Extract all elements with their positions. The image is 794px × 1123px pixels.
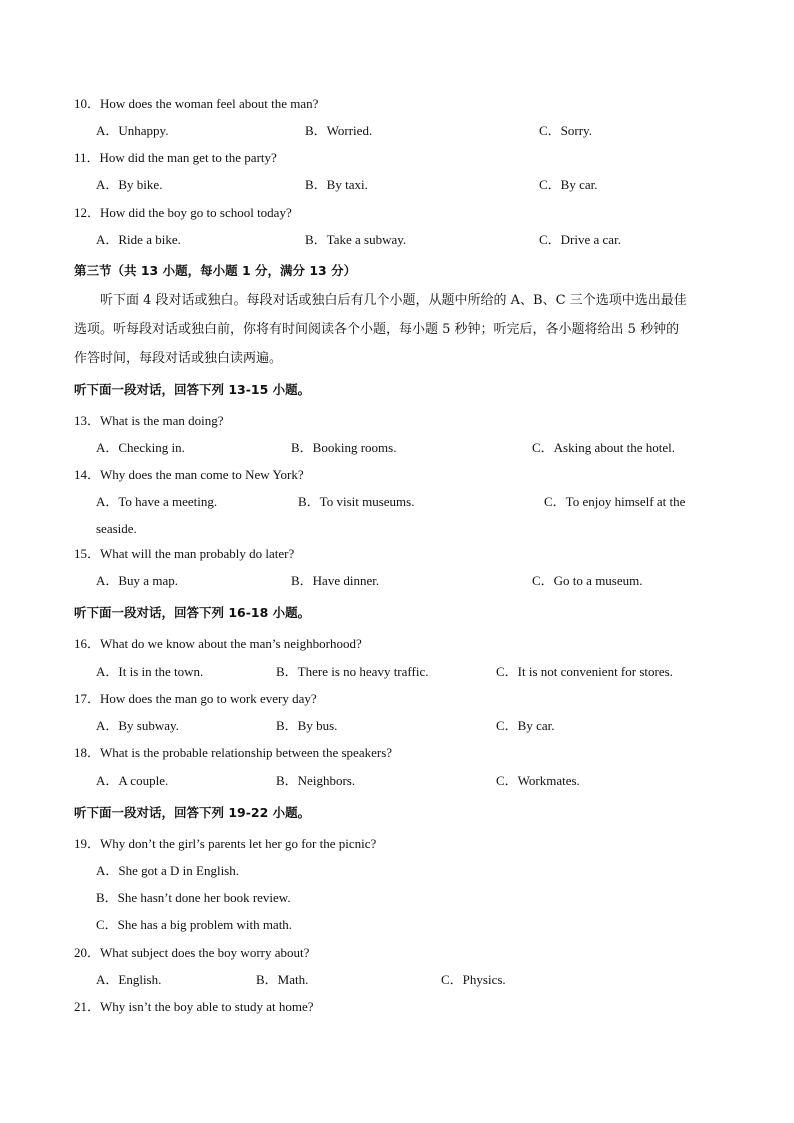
question-15-stem: 15．What will the man probably do later? (74, 546, 295, 561)
question-14-option-c: C．To enjoy himself at the (544, 494, 686, 509)
question-20-option-c: C．Physics. (441, 972, 506, 987)
question-14-option-a: A．To have a meeting. (96, 494, 218, 509)
question-13-option-c: C．Asking about the hotel. (532, 440, 675, 455)
question-11-option-a: A．By bike. (96, 177, 163, 192)
question-20-stem: 20．What subject does the boy worry about? (74, 945, 310, 960)
question-13-stem: 13．What is the man doing? (74, 413, 224, 428)
group-3-heading: 听下面一段对话，回答下列 19-22 小题。 (74, 805, 311, 820)
question-14-stem: 14．Why does the man come to New York? (74, 467, 304, 482)
question-20-option-b: B．Math. (256, 972, 309, 987)
question-11-stem: 11．How did the man get to the party? (74, 150, 277, 165)
question-19-option-c: C．She has a big problem with math. (96, 917, 293, 932)
section-3-instructions-line-3: 作答时间，每段对话或独白读两遍。 (74, 351, 283, 366)
group-1-heading: 听下面一段对话，回答下列 13-15 小题。 (74, 382, 311, 397)
question-11-option-b: B．By taxi. (305, 177, 368, 192)
question-18-stem: 18．What is the probable relationship between the speakers? (74, 745, 393, 760)
question-12-option-c: C．Drive a car. (539, 232, 621, 247)
question-18-option-a: A．A couple. (96, 773, 169, 788)
question-14-option-c-continued: seaside. (96, 521, 137, 536)
question-10-option-a: A．Unhappy. (96, 123, 169, 138)
question-19-option-b: B．She hasn’t done her book review. (96, 890, 291, 905)
question-18-option-c: C．Workmates. (496, 773, 580, 788)
question-19-stem: 19．Why don’t the girl’s parents let her go for the picnic? (74, 836, 377, 851)
question-15-option-b: B．Have dinner. (291, 573, 380, 588)
question-10-stem: 10．How does the woman feel about the man? (74, 96, 319, 111)
question-12-stem: 12．How did the boy go to school today? (74, 205, 292, 220)
question-13-option-a: A．Checking in. (96, 440, 185, 455)
question-16-option-b: B．There is no heavy traffic. (276, 664, 429, 679)
section-3-instructions-line-2: 选项。听每段对话或独白前，你将有时间阅读各个小题，每小题 5 秒钟；听完后，各小题将给出 5 秒钟的 (74, 322, 680, 337)
question-11-option-c: C．By car. (539, 177, 598, 192)
question-12-option-a: A．Ride a bike. (96, 232, 181, 247)
question-10-option-c: C．Sorry. (539, 123, 592, 138)
question-15-option-a: A．Buy a map. (96, 573, 178, 588)
question-16-stem: 16．What do we know about the man’s neighborhood? (74, 636, 362, 651)
group-2-heading: 听下面一段对话，回答下列 16-18 小题。 (74, 605, 311, 620)
question-13-option-b: B．Booking rooms. (291, 440, 397, 455)
question-16-option-c: C．It is not convenient for stores. (496, 664, 673, 679)
question-12-option-b: B．Take a subway. (305, 232, 407, 247)
question-17-option-c: C．By car. (496, 718, 555, 733)
question-16-option-a: A．It is in the town. (96, 664, 204, 679)
section-3-instructions-line-1: 听下面 4 段对话或独白。每段对话或独白后有几个小题，从题中所给的 A、B、C 三个选项中选出最佳 (100, 293, 687, 308)
question-21-stem: 21．Why isn’t the boy able to study at home? (74, 999, 314, 1014)
question-17-stem: 17．How does the man go to work every day? (74, 691, 317, 706)
question-20-option-a: A．English. (96, 972, 162, 987)
question-19-option-a: A．She got a D in English. (96, 863, 239, 878)
question-17-option-a: A．By subway. (96, 718, 179, 733)
question-10-option-b: B．Worried. (305, 123, 373, 138)
question-18-option-b: B．Neighbors. (276, 773, 356, 788)
question-14-option-b: B．To visit museums. (298, 494, 415, 509)
question-15-option-c: C．Go to a museum. (532, 573, 643, 588)
section-3-title: 第三节（共 13 小题，每小题 1 分，满分 13 分） (74, 263, 357, 278)
question-17-option-b: B．By bus. (276, 718, 338, 733)
